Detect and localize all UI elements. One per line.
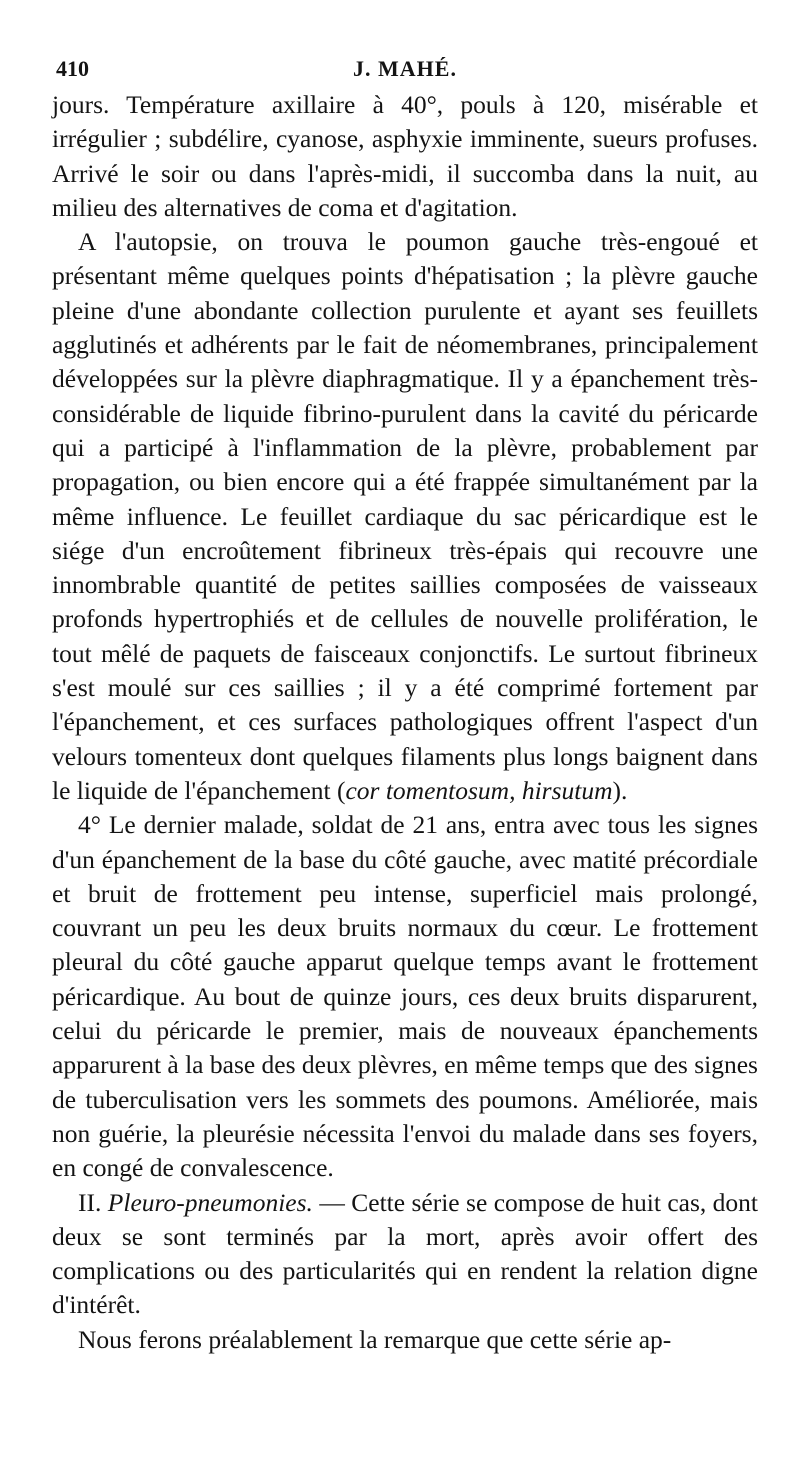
paragraph-text: — Cette série se compose de huit cas, dont deux se sont terminés par la mort, après avoir offert des complications ou des particularités qui en rendent la relation digne d'intérêt. <box>52 1187 759 1320</box>
paragraph-text: A l'autopsie, on trouva le poumon gauche très-engoué et présentant même quelques points d'hépatisation ; la plèvre gauche pleine d'une abondante collection purulente et ayant ses feuillets agglutinés et adhérents par le fait de néomembranes, principalement développées sur la plèvre diaphragmatique. Il y a épanchement très-considérable de liquide fibrino-purulent dans la cavité du péricarde qui a participé à l'inflammation de la plèvre, probablement par propagation, ou bien encore qui a été frappée simultanément par la même influence. Le feuillet cardiaque du sac péricardique est le siége d'un encroûtement fibrineux très-épais qui recouvre une innombrable quantité de petites saillies composées de vaisseaux profonds hypertrophiés et de cellules de nouvelle prolifération, le tout mêlé de paquets de faisceaux conjonctifs. Le surtout fibrineux s'est moulé sur ces saillies ; il y a été comprimé fortement par l'épanchement, et ces surfaces pathologiques offrent l'aspect d'un velours tomenteux dont quelques filaments plus longs baignent dans le liquide de l'épanchement ( <box>52 227 758 805</box>
italic-phrase: cor tomentosum, hirsutum <box>345 775 613 805</box>
page-number: 410 <box>56 56 89 81</box>
section-paragraph <box>52 1186 758 1323</box>
page-header <box>52 48 758 88</box>
paragraph <box>52 225 758 808</box>
paragraph: jours. Température axillaire à 40°, pouls à 120, misérable et irrégulier ; subdélire, cyanose, asphyxie imminente, sueurs profuses. Arrivé le soir ou dans l'après-midi, il succomba dans la nuit, au milieu des alternatives de coma et d'agitation. <box>52 90 758 222</box>
paragraph: Nous ferons préalablement la remarque que cette série ap- <box>78 1324 672 1354</box>
book-page <box>52 48 758 1357</box>
body-text <box>52 88 758 1357</box>
paragraph-tail: ). <box>612 775 628 805</box>
running-head: J. MAHÉ. <box>353 56 457 81</box>
section-title: Pleuro-pneumonies. <box>107 1187 313 1217</box>
paragraph: 4° Le dernier malade, soldat de 21 ans, entra avec tous les signes d'un épanchement de la base du côté gauche, avec matité précordiale et bruit de frottement peu intense, superficiel mais prolongé, couvrant un peu les deux bruits normaux du cœur. Le frottement pleural du côté gauche apparut quelque temps avant le frottement péricardique. Au bout de quinze jours, ces deux bruits disparurent, celui du péricarde le premier, mais de nouveaux épanchements apparurent à la base des deux plèvres, en même temps que des signes de tuberculisation vers les sommets des poumons. Améliorée, mais non guérie, la pleurésie nécessita l'envoi du malade dans ses foyers, en congé de convalescence. <box>52 810 758 1183</box>
section-number: II. <box>78 1187 108 1217</box>
